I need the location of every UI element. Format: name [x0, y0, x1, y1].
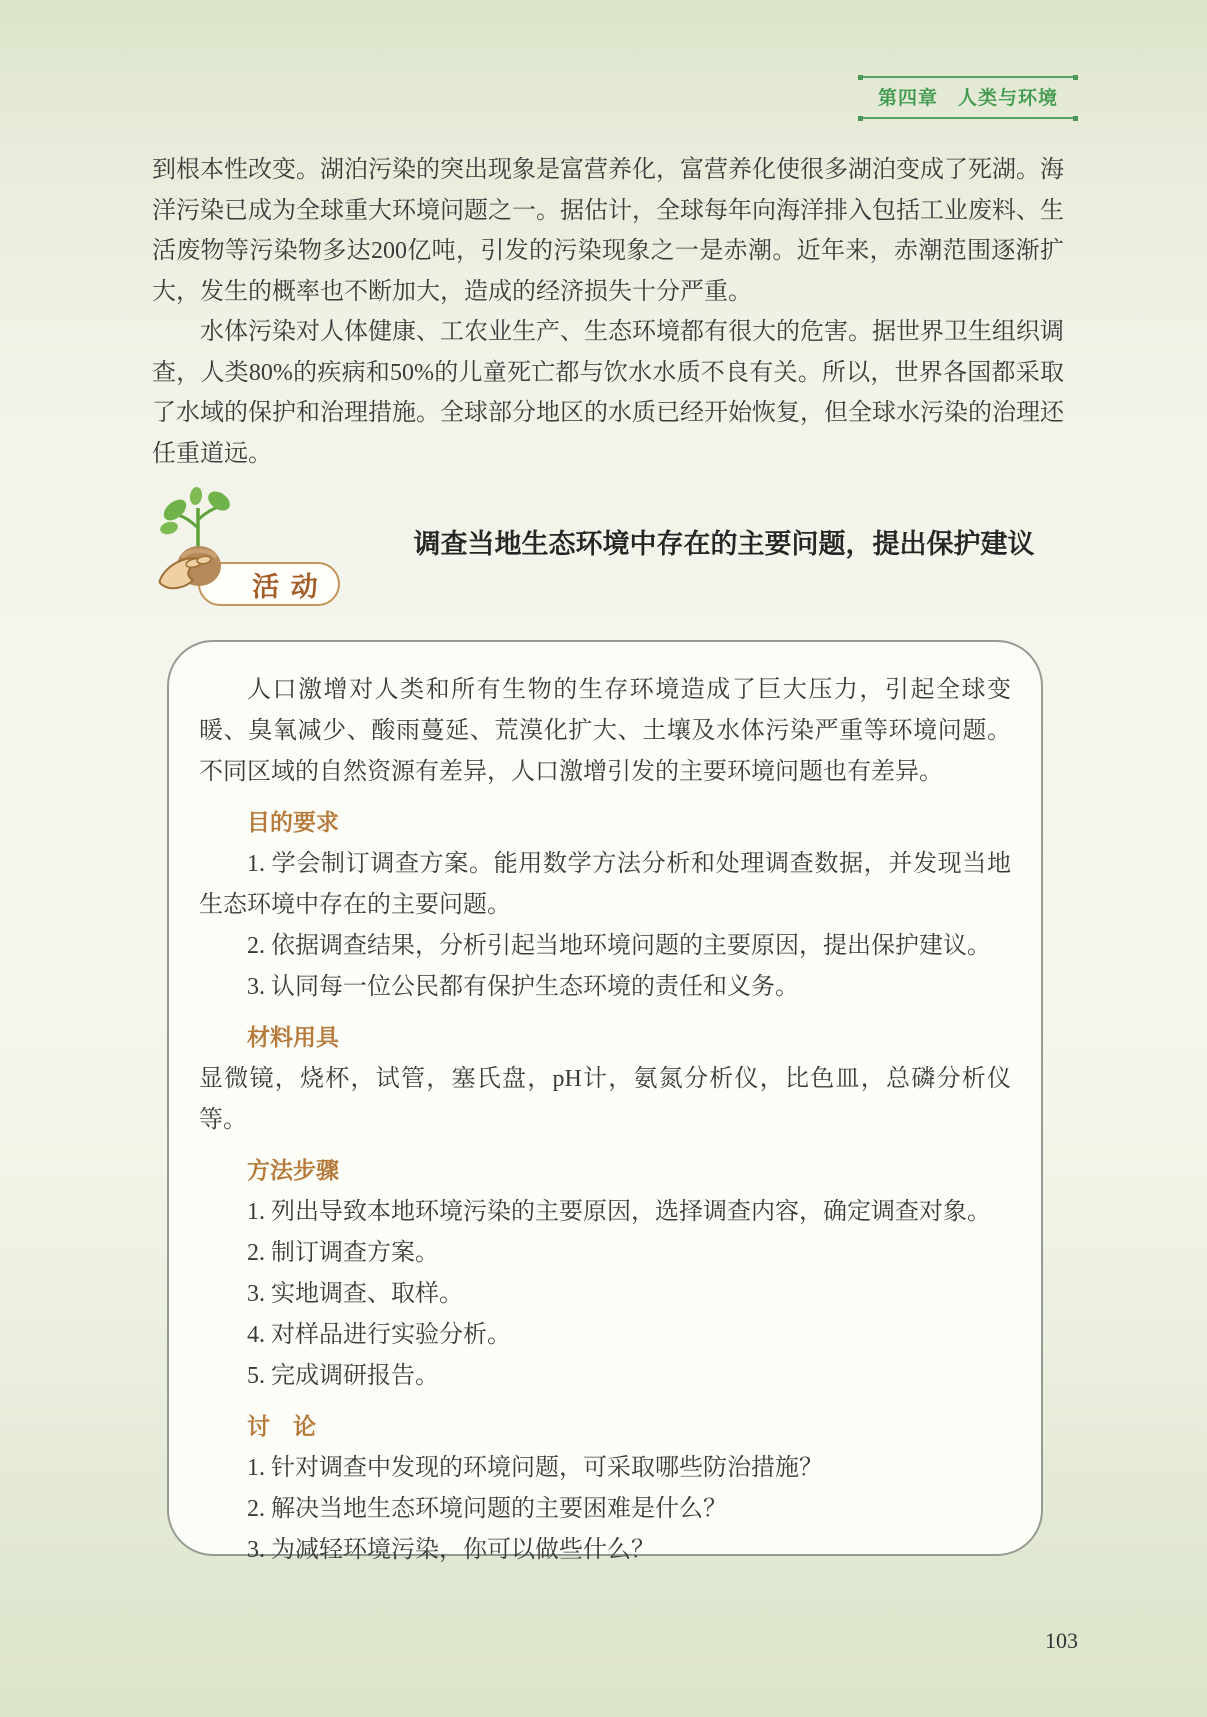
chapter-header	[860, 76, 1076, 119]
method-step-1: 1. 列出导致本地环境污染的主要原因，选择调查内容，确定调查对象。	[247, 1199, 991, 1225]
body-text	[152, 150, 1064, 474]
rule-dot-icon	[1073, 75, 1078, 80]
activity-intro: 人口激增对人类和所有生物的生存环境造成了巨大压力，引起全球变暖、臭氧减少、酸雨蔓延、荒漠化扩大、土壤及水体污染严重等环境问题。不同区域的自然资源有差异，人口激增引发的主要环境问题也有差异。	[199, 677, 1011, 785]
discussion-question-1: 1. 针对调查中发现的环境问题，可采取哪些防治措施？	[247, 1455, 823, 1481]
sprout-in-hand-icon	[152, 486, 242, 598]
discussion-question-2: 2. 解决当地生态环境问题的主要困难是什么？	[247, 1496, 727, 1522]
materials-list: 显微镜，烧杯，试管，塞氏盘，pH计，氨氮分析仪，比色皿，总磷分析仪等。	[199, 1066, 1011, 1133]
rule-dot-icon	[858, 116, 863, 121]
method-step-3: 3. 实地调查、取样。	[247, 1281, 463, 1307]
discussion-question-3: 3. 为减轻环境污染，你可以做些什么？	[247, 1537, 655, 1563]
section-heading-methods: 方法步骤	[247, 1157, 339, 1183]
method-step-2: 2. 制订调查方案。	[247, 1240, 439, 1266]
purpose-item-3: 3. 认同每一位公民都有保护生态环境的责任和义务。	[247, 974, 799, 1000]
section-heading-discussion: 讨 论	[247, 1413, 316, 1439]
paragraph-water-pollution: 到根本性改变。湖泊污染的突出现象是富营养化，富营养化使很多湖泊变成了死湖。海洋污染已成为全球重大环境问题之一。据估计，全球每年向海洋排入包括工业废料、生活废物等污染物多达200亿吨，引发的污染现象之一是赤潮。近年来，赤潮范围逐渐扩大，发生的概率也不断加大，造成的经济损失十分严重。	[152, 157, 1064, 305]
activity-box	[167, 640, 1043, 1563]
method-step-4: 4. 对样品进行实验分析。	[247, 1322, 511, 1348]
purpose-item-2: 2. 依据调查结果，分析引起当地环境问题的主要原因，提出保护建议。	[247, 933, 991, 959]
rule-dot-icon	[858, 75, 863, 80]
chapter-title: 第四章 人类与环境	[877, 88, 1058, 109]
paragraph-health-impact: 水体污染对人体健康、工农业生产、生态环境都有很大的危害。据世界卫生组织调查，人类80%的疾病和50%的儿童死亡都与饮水水质不良有关。所以，世界各国都采取了水域的保护和治理措施。全球部分地区的水质已经开始恢复，但全球水污染的治理还任重道远。	[152, 319, 1064, 467]
purpose-item-1: 1. 学会制订调查方案。能用数学方法分析和处理调查数据，并发现当地生态环境中存在的主要问题。	[199, 851, 1011, 918]
header-rule-bottom	[860, 117, 1076, 119]
rule-dot-icon	[1073, 116, 1078, 121]
section-heading-purpose: 目的要求	[247, 809, 339, 835]
activity-badge-label: 活 动	[252, 571, 320, 602]
activity-header	[152, 486, 1064, 612]
section-heading-materials: 材料用具	[247, 1024, 339, 1050]
page-number: 103	[1045, 1628, 1078, 1653]
activity-title: 调查当地生态环境中存在的主要问题，提出保护建议	[413, 529, 1035, 559]
header-rule-top	[860, 76, 1076, 78]
method-step-5: 5. 完成调研报告。	[247, 1363, 439, 1389]
